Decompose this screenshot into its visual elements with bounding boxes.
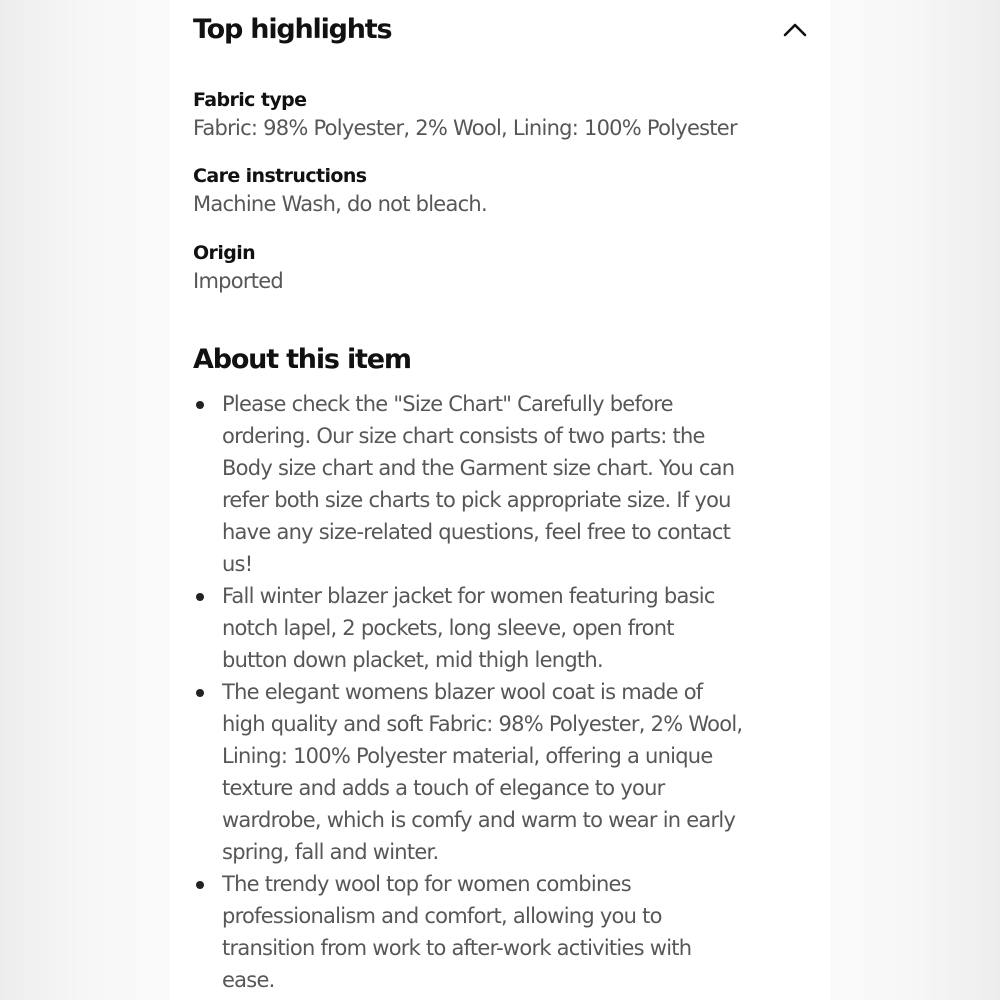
bullet-text-line: wardrobe, which is comfy and warm to wear in early (222, 808, 736, 832)
bullet-text-line: The trendy wool top for women combines (222, 872, 631, 896)
attribute-care-instructions (193, 163, 813, 219)
attribute-value: Imported (193, 269, 283, 293)
bullet-text-line: Lining: 100% Polyester material, offering a unique (222, 744, 713, 768)
bullet-dot-icon (196, 689, 204, 697)
bullet-dot-icon (196, 593, 204, 601)
bullet-text-line: transition from work to after-work activities with (222, 936, 692, 960)
bullet-text-line: spring, fall and winter. (222, 840, 439, 864)
bullet-text-line: Please check the "Size Chart" Carefully before (222, 392, 673, 416)
bullet-dot-icon (196, 881, 204, 889)
about-bullet-list (193, 388, 813, 996)
attribute-label: Origin (193, 242, 256, 264)
bullet-item-material (193, 676, 813, 868)
bullet-text-line: high quality and soft Fabric: 98% Polyester, 2% Wool, (222, 712, 743, 736)
attribute-value: Machine Wash, do not bleach. (193, 192, 487, 216)
bullet-text-line: notch lapel, 2 pockets, long sleeve, open front (222, 616, 674, 640)
bullet-text-line: button down placket, mid thigh length. (222, 648, 603, 672)
bullet-text-line: texture and adds a touch of elegance to your (222, 776, 665, 800)
attribute-origin (193, 240, 813, 296)
bullet-dot-icon (196, 401, 204, 409)
bullet-item-style (193, 580, 813, 676)
bullet-text-line: Body size chart and the Garment size chart. You can (222, 456, 735, 480)
bullet-item-occasion (193, 868, 813, 996)
attribute-label: Fabric type (193, 89, 307, 111)
top-highlights-header[interactable] (193, 12, 813, 52)
bullet-text-line: us! (222, 552, 253, 576)
top-highlights-title: Top highlights (193, 14, 392, 45)
bullet-text-line: ease. (222, 968, 275, 992)
chevron-up-icon[interactable] (779, 14, 811, 46)
about-this-item-title: About this item (193, 344, 411, 375)
bullet-text-line: have any size-related questions, feel free to contact (222, 520, 731, 544)
bullet-text-line: professionalism and comfort, allowing you to (222, 904, 662, 928)
bullet-text-line: refer both size charts to pick appropriate size. If you (222, 488, 731, 512)
bullet-item-size-chart (193, 388, 813, 580)
attribute-value: Fabric: 98% Polyester, 2% Wool, Lining: 100% Polyester (193, 116, 737, 140)
product-details-panel (170, 0, 830, 1000)
attribute-fabric-type (193, 87, 813, 143)
bullet-text-line: ordering. Our size chart consists of two parts: the (222, 424, 705, 448)
bullet-text-line: The elegant womens blazer wool coat is made of (222, 680, 703, 704)
bullet-text-line: Fall winter blazer jacket for women featuring basic (222, 584, 715, 608)
attribute-label: Care instructions (193, 165, 367, 187)
